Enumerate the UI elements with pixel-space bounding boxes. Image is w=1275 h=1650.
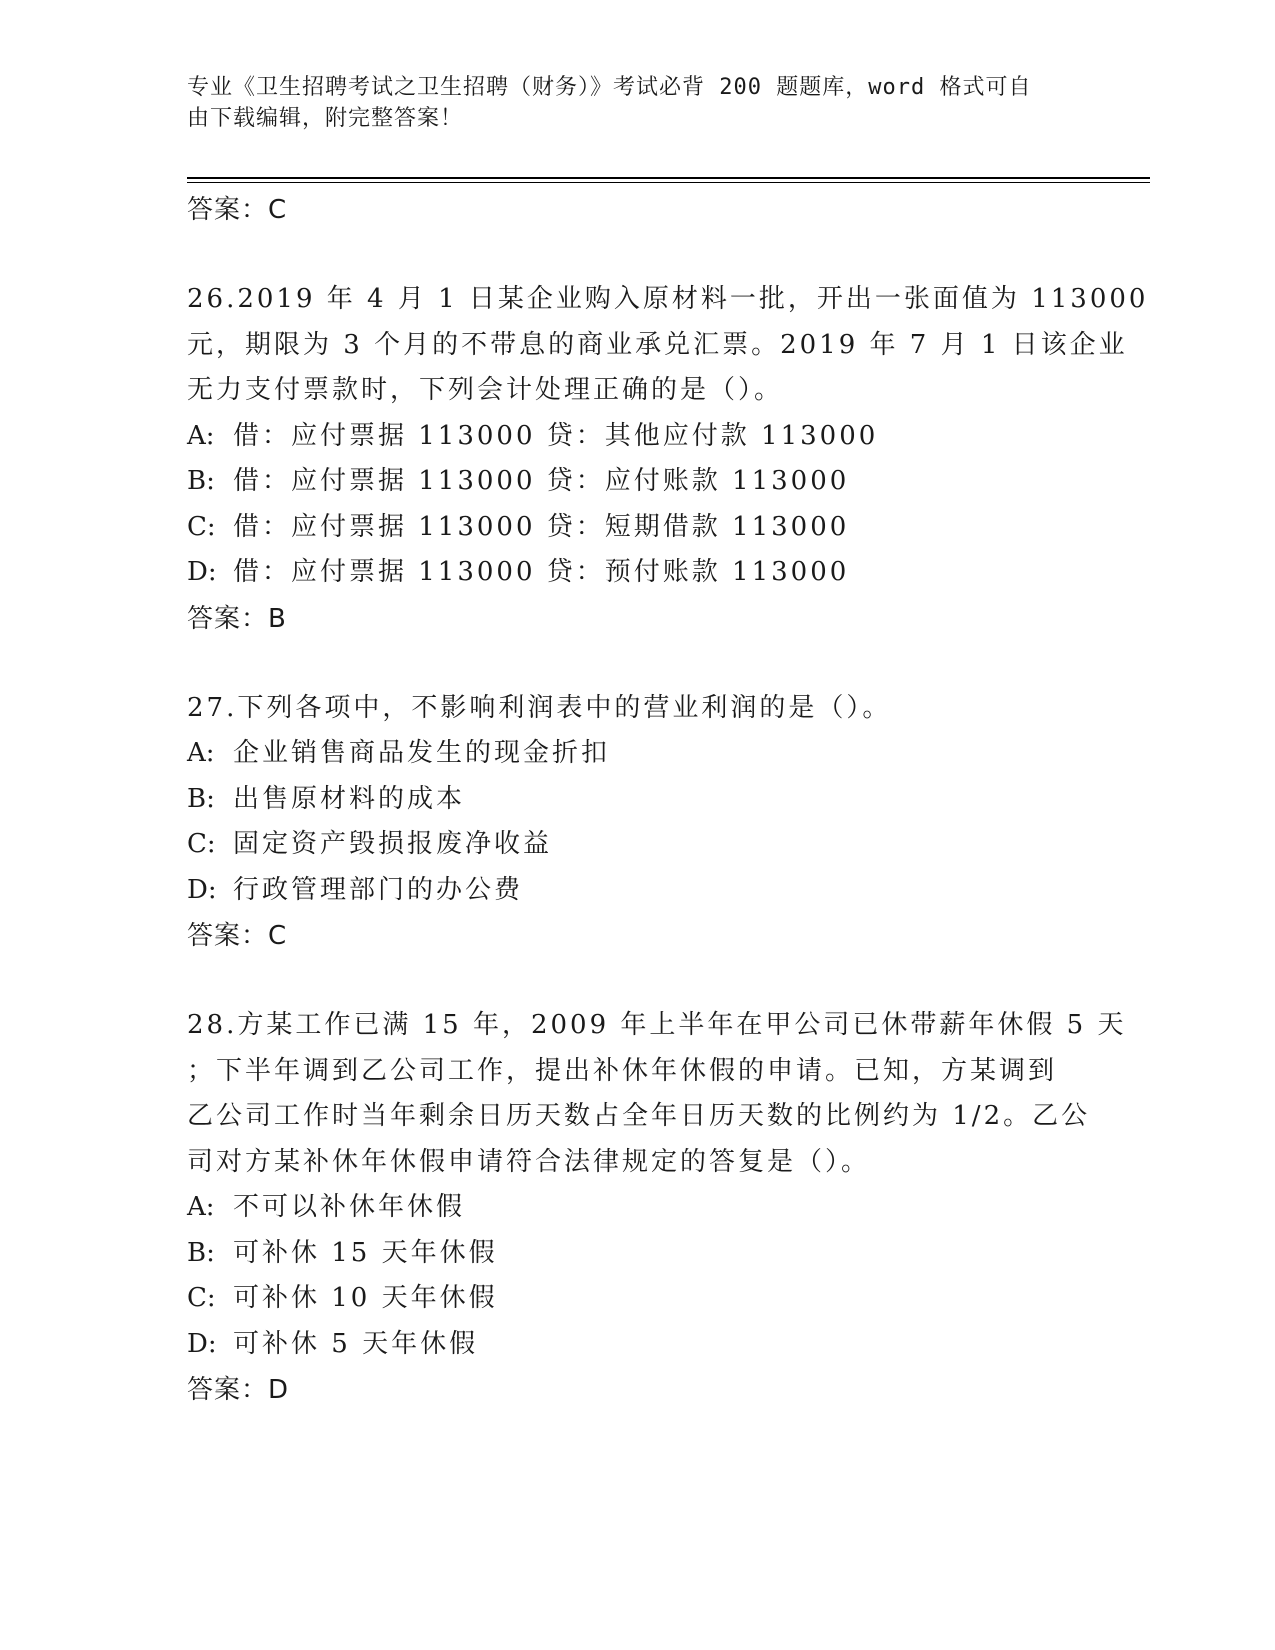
option-letter: B: <box>187 466 215 496</box>
option-letter: A: <box>187 420 215 451</box>
option-letter: B: <box>187 783 215 814</box>
option-c <box>187 1276 1087 1322</box>
option-b <box>187 1231 1087 1277</box>
option-a <box>187 731 1087 777</box>
spacer <box>187 233 1087 277</box>
option-letter: D: <box>187 557 217 587</box>
option-letter: C: <box>187 1283 216 1313</box>
option-letter: D: <box>187 1328 217 1359</box>
header-line-2: 由下载编辑，附完整答案！ <box>187 106 464 131</box>
option-c <box>187 822 1087 868</box>
question-text-line: 元，期限为 3 个月的不带息的商业承兑汇票。2019 年 7 月 1 日该企业 <box>187 329 1128 360</box>
option-text: 不可以补休年休假 <box>233 1192 466 1222</box>
option-text: 企业销售商品发生的现金折扣 <box>233 738 611 768</box>
option-text: 借：应付票据 113000 贷：应付账款 113000 <box>233 466 850 496</box>
header-line-1: 专业《卫生招聘考试之卫生招聘（财务）》考试必背 200 题题库，word 格式可自 <box>187 75 1032 100</box>
option-d <box>187 868 1087 914</box>
option-text: 行政管理部门的办公费 <box>233 874 524 905</box>
option-b <box>187 459 1087 505</box>
option-b <box>187 777 1087 823</box>
question-block <box>187 277 1149 642</box>
spacer <box>187 642 1087 686</box>
option-a <box>187 414 1087 460</box>
question-text-line: 无力支付票款时，下列会计处理正确的是（）。 <box>187 375 784 405</box>
option-text: 借：应付票据 113000 贷：其他应付款 113000 <box>233 420 879 451</box>
spacer <box>187 959 1087 1003</box>
question-text-line: 28.方某工作已满 15 年，2009 年上半年在甲公司已休带薪年休假 5 天 <box>187 1010 1127 1040</box>
question-block <box>187 686 1087 960</box>
option-text: 出售原材料的成本 <box>233 783 466 814</box>
option-letter: C: <box>187 511 216 542</box>
option-letter: B: <box>187 1237 215 1268</box>
question-text-line: 司对方某补休年休假申请符合法律规定的答复是（）。 <box>187 1146 871 1177</box>
header-divider-thick <box>187 177 1150 179</box>
question-list <box>187 187 1149 1413</box>
option-letter: A: <box>187 1192 215 1222</box>
question-text-line: 26.2019 年 4 月 1 日某企业购入原材料一批，开出一张面值为 113000 <box>187 284 1149 314</box>
option-c <box>187 505 1087 551</box>
option-text: 固定资产毁损报废净收益 <box>233 829 553 859</box>
option-letter: C: <box>187 829 216 859</box>
question-text-line: 27.下列各项中，不影响利润表中的营业利润的是（）。 <box>187 692 892 723</box>
answer-label: 答案：C <box>187 195 288 225</box>
option-text: 可补休 5 天年休假 <box>233 1328 479 1359</box>
option-text: 借：应付票据 113000 贷：预付账款 113000 <box>233 557 850 587</box>
question-block <box>187 1003 1127 1413</box>
header-divider-thin <box>187 182 1150 183</box>
option-letter: D: <box>187 874 217 905</box>
option-d <box>187 550 1087 596</box>
option-letter: A: <box>187 738 215 768</box>
option-d <box>187 1322 1087 1368</box>
document-header <box>187 72 1067 134</box>
question-text-line: 乙公司工作时当年剩余日历天数占全年日历天数的比例约为 1/2。乙公 <box>187 1101 1091 1131</box>
question-text-line: ；下半年调到乙公司工作，提出补休年休假的申请。已知，方某调到 <box>187 1055 1058 1086</box>
option-text: 可补休 10 天年休假 <box>233 1283 498 1313</box>
answer-label: 答案：B <box>187 603 287 634</box>
option-text: 借：应付票据 113000 贷：短期借款 113000 <box>233 511 850 542</box>
answer-label: 答案：C <box>187 921 288 951</box>
option-text: 可补休 15 天年休假 <box>233 1237 498 1268</box>
answer-label: 答案：D <box>187 1375 290 1405</box>
option-a <box>187 1185 1087 1231</box>
